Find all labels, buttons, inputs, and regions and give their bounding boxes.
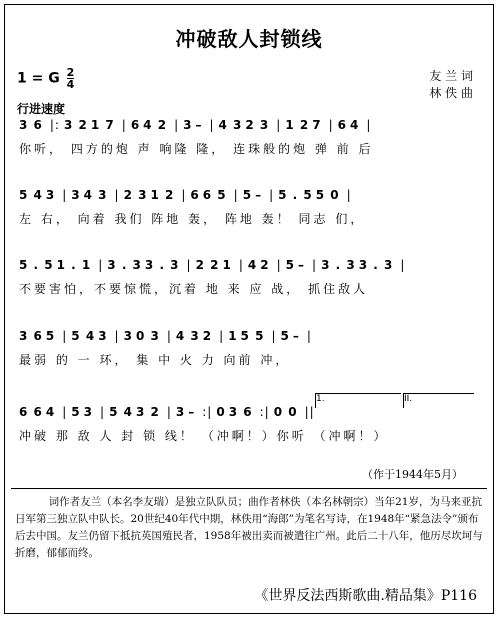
time-sig-den: 4 bbox=[66, 78, 75, 91]
note-group: 6 bbox=[190, 188, 200, 202]
notation-row bbox=[19, 188, 356, 210]
barline: | bbox=[276, 258, 282, 272]
note-group: 3 . 3 bbox=[144, 258, 180, 272]
barline: :| bbox=[202, 405, 213, 419]
note-group: 5 4 bbox=[71, 329, 96, 343]
note-group: – bbox=[255, 188, 263, 202]
barline: | bbox=[166, 405, 172, 419]
composer-credit: 林 佚 曲 bbox=[429, 86, 473, 100]
barline: | bbox=[271, 329, 277, 343]
note-group: 5 5 bbox=[240, 329, 265, 343]
note-group: 4 3 bbox=[175, 329, 200, 343]
barline: | bbox=[98, 258, 104, 272]
note-group: 5 4 bbox=[109, 405, 133, 419]
barline: | bbox=[400, 258, 406, 272]
note-group: 4 bbox=[350, 118, 360, 132]
barline: | bbox=[166, 329, 172, 343]
notation-row bbox=[19, 258, 409, 280]
note-group: 3 bbox=[45, 188, 56, 202]
barline: |: bbox=[49, 118, 60, 132]
note-group: 6 5 bbox=[202, 188, 227, 202]
score-page bbox=[4, 4, 494, 614]
note-group: 4 2 bbox=[143, 118, 168, 132]
barline: | bbox=[219, 329, 225, 343]
note-group: 4 3 bbox=[218, 118, 243, 132]
note-group: 3 . 3 bbox=[358, 258, 394, 272]
barline: | bbox=[62, 188, 68, 202]
note-group: 5 4 bbox=[19, 188, 43, 202]
note-group: 0 3 bbox=[135, 329, 160, 343]
note-group: 2 bbox=[202, 329, 213, 343]
barline: | bbox=[186, 258, 192, 272]
note-group: 5 bbox=[45, 329, 56, 343]
song-title: 冲破敌人封锁线 bbox=[175, 27, 323, 51]
note-group: 0 bbox=[216, 405, 226, 419]
staff-line-3 bbox=[19, 258, 489, 298]
staff-line-1 bbox=[19, 118, 489, 158]
barline: | bbox=[121, 118, 127, 132]
barline: | bbox=[328, 118, 334, 132]
note-group: 5 . 5 bbox=[278, 188, 313, 202]
note-group: 3 bbox=[183, 118, 193, 132]
barline: | bbox=[62, 405, 68, 419]
note-group: 3 bbox=[98, 329, 108, 343]
staff-line-2 bbox=[19, 188, 489, 228]
note-group: 6 bbox=[337, 118, 347, 132]
barline: | bbox=[174, 118, 180, 132]
note-group: 3 bbox=[71, 188, 81, 202]
key-signature bbox=[17, 67, 74, 90]
barline: | bbox=[209, 118, 215, 132]
barline: | bbox=[312, 258, 318, 272]
note-group: 3 bbox=[83, 405, 94, 419]
background-note: 词作者友兰（本名李友瑞）是独立队队员；曲作者林佚（本名林朝宗）当年21岁，为马来亚抗日军第三独立队中队长。20世纪40年代中期，林佚用“海郎”为笔名写诗，在1948年“紧急法令”颁布后去中国。友兰仍留下抵抗英国殖民者，1958年被出卖而被遣往广州。此后二十八年，他历尽坎坷与折磨，郁郁而终。 bbox=[15, 496, 483, 559]
note-group: 3 6 bbox=[19, 118, 43, 132]
note-group: 3 . 3 bbox=[107, 258, 142, 272]
note-group: 7 bbox=[312, 118, 322, 132]
note-group: – bbox=[195, 118, 203, 132]
note-group: 0 0 bbox=[273, 405, 298, 419]
note-group: 3 6 bbox=[228, 405, 253, 419]
lyric-row: 左 右， 向着 我们 阵地 轰， 阵地 轰！ 同志 们， bbox=[19, 212, 366, 226]
note-group: 5 0 bbox=[315, 188, 340, 202]
lyric-row: 最弱 的 一 环， 集 中 火 力 向前 冲， bbox=[19, 353, 291, 367]
time-sig-num: 2 bbox=[66, 66, 75, 79]
note-group: 5 bbox=[71, 405, 81, 419]
divider bbox=[11, 488, 487, 489]
note-group: 1 . 1 bbox=[56, 258, 92, 272]
barline: | bbox=[276, 118, 282, 132]
note-group: 2 bbox=[260, 258, 270, 272]
note-group: 1 7 bbox=[90, 118, 115, 132]
barline: || bbox=[304, 405, 315, 419]
notation-row bbox=[19, 118, 375, 140]
volta-label-2: II. bbox=[404, 394, 413, 404]
note-group: 6 6 bbox=[19, 405, 43, 419]
note-group: 3 6 bbox=[19, 329, 43, 343]
barline: | bbox=[238, 258, 244, 272]
note-group: 5 bbox=[280, 329, 290, 343]
barline: | bbox=[306, 329, 312, 343]
note-group: 5 bbox=[242, 188, 253, 202]
note-group: – bbox=[188, 405, 196, 419]
tempo-marking: 行进速度 bbox=[17, 102, 66, 116]
lyric-row: 你听， 四方的炮 声 响隆 隆， 连珠般的炮 弹 前 后 bbox=[19, 142, 374, 156]
note-group: 4 3 bbox=[83, 188, 108, 202]
staff-line-5 bbox=[19, 405, 489, 445]
note-group: 4 bbox=[247, 258, 258, 272]
staff-line-4 bbox=[19, 329, 489, 369]
note-group: 3 bbox=[123, 329, 133, 343]
note-group: 1 2 bbox=[285, 118, 310, 132]
barline: | bbox=[114, 188, 120, 202]
note-group: 1 bbox=[228, 329, 238, 343]
barline: | bbox=[233, 188, 239, 202]
key-label: 1 = G bbox=[17, 70, 60, 87]
time-signature bbox=[67, 67, 75, 90]
barline: :| bbox=[259, 405, 270, 419]
volta-label-1: 1. bbox=[316, 394, 325, 404]
note-group: 2 2 bbox=[195, 258, 220, 272]
note-group: – bbox=[298, 258, 306, 272]
note-group: 6 bbox=[130, 118, 141, 132]
composition-date: （作于1944年5月） bbox=[362, 468, 463, 481]
barline: | bbox=[114, 329, 120, 343]
notation-row bbox=[19, 405, 319, 427]
barline: | bbox=[366, 118, 372, 132]
barline: | bbox=[269, 188, 275, 202]
note-group: 4 bbox=[45, 405, 56, 419]
note-group: 3 2 bbox=[63, 118, 88, 132]
lyric-row: 不要害怕，不要惊慌，沉着 地 来 应 战， 抓住敌人 bbox=[19, 282, 369, 296]
note-group: 3 bbox=[175, 405, 186, 419]
lyricist-credit: 友 兰 词 bbox=[429, 69, 473, 83]
note-group: 3 . 3 bbox=[321, 258, 356, 272]
note-group: 2 3 bbox=[245, 118, 270, 132]
barline: | bbox=[346, 188, 352, 202]
note-group: 2 3 bbox=[123, 188, 148, 202]
barline: | bbox=[100, 405, 106, 419]
note-group: 3 2 bbox=[135, 405, 160, 419]
barline: | bbox=[181, 188, 187, 202]
note-group: 1 2 bbox=[150, 188, 175, 202]
notation-row bbox=[19, 329, 316, 351]
lyric-row: 冲破 那 敌 人 封 锁 线！ （冲啊！）你听 （冲啊！） bbox=[19, 429, 389, 443]
note-group: 5 bbox=[285, 258, 296, 272]
barline: | bbox=[62, 329, 68, 343]
source-citation: 《世界反法西斯歌曲.精品集》P116 bbox=[254, 588, 477, 604]
note-group: 5 . 5 bbox=[19, 258, 54, 272]
note-group: 1 bbox=[222, 258, 232, 272]
note-group: – bbox=[292, 329, 300, 343]
